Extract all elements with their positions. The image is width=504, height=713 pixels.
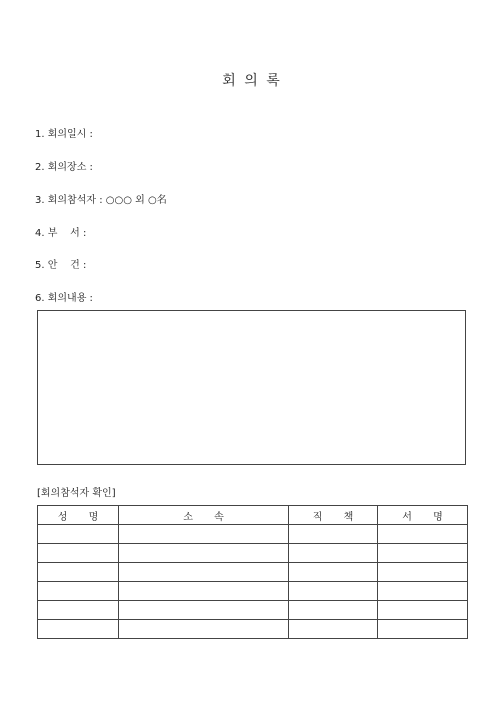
field-label: 회의장소 : [47,162,93,173]
cell-name[interactable] [38,582,119,601]
field-attendees [35,194,167,208]
field-meeting-place [35,161,93,175]
field-meeting-date [35,128,93,142]
cell-affiliation[interactable] [119,601,289,620]
header-position: 직 책 [289,506,378,525]
field-value[interactable]: ○○○ 외 ○名 [105,195,167,206]
field-meeting-content [35,292,93,306]
header-signature: 서 명 [378,506,468,525]
field-number: 3. [35,195,45,206]
cell-name[interactable] [38,525,119,544]
cell-position[interactable] [289,563,378,582]
field-number: 6. [35,293,45,304]
cell-signature[interactable] [378,544,468,563]
field-department [35,227,86,241]
field-number: 4. [35,228,45,239]
cell-name[interactable] [38,601,119,620]
cell-signature[interactable] [378,601,468,620]
table-row [38,620,468,639]
field-number: 2. [35,162,45,173]
field-number: 5. [35,260,45,271]
table-row [38,525,468,544]
field-label: 안 건 : [47,260,87,271]
cell-position[interactable] [289,620,378,639]
field-label: 회의내용 : [47,293,93,304]
cell-affiliation[interactable] [119,620,289,639]
header-name: 성 명 [38,506,119,525]
cell-signature[interactable] [378,525,468,544]
cell-signature[interactable] [378,620,468,639]
cell-name[interactable] [38,620,119,639]
cell-position[interactable] [289,582,378,601]
table-row [38,563,468,582]
attendance-table [37,505,468,639]
field-number: 1. [35,129,45,140]
attendance-title: [회의참석자 확인] [37,488,116,499]
cell-affiliation[interactable] [119,582,289,601]
meeting-content-box[interactable] [37,310,466,465]
field-label: 회의참석자 : [47,195,103,206]
page-title: 회 의 록 [222,73,282,89]
cell-name[interactable] [38,563,119,582]
cell-position[interactable] [289,601,378,620]
header-affiliation: 소 속 [119,506,289,525]
table-row [38,582,468,601]
cell-affiliation[interactable] [119,563,289,582]
cell-position[interactable] [289,525,378,544]
field-label: 부 서 : [47,228,87,239]
cell-signature[interactable] [378,563,468,582]
field-agenda [35,259,86,273]
cell-signature[interactable] [378,582,468,601]
cell-affiliation[interactable] [119,544,289,563]
cell-affiliation[interactable] [119,525,289,544]
table-row [38,601,468,620]
cell-position[interactable] [289,544,378,563]
table-row [38,544,468,563]
cell-name[interactable] [38,544,119,563]
table-header-row [38,506,468,525]
field-label: 회의일시 : [47,129,93,140]
